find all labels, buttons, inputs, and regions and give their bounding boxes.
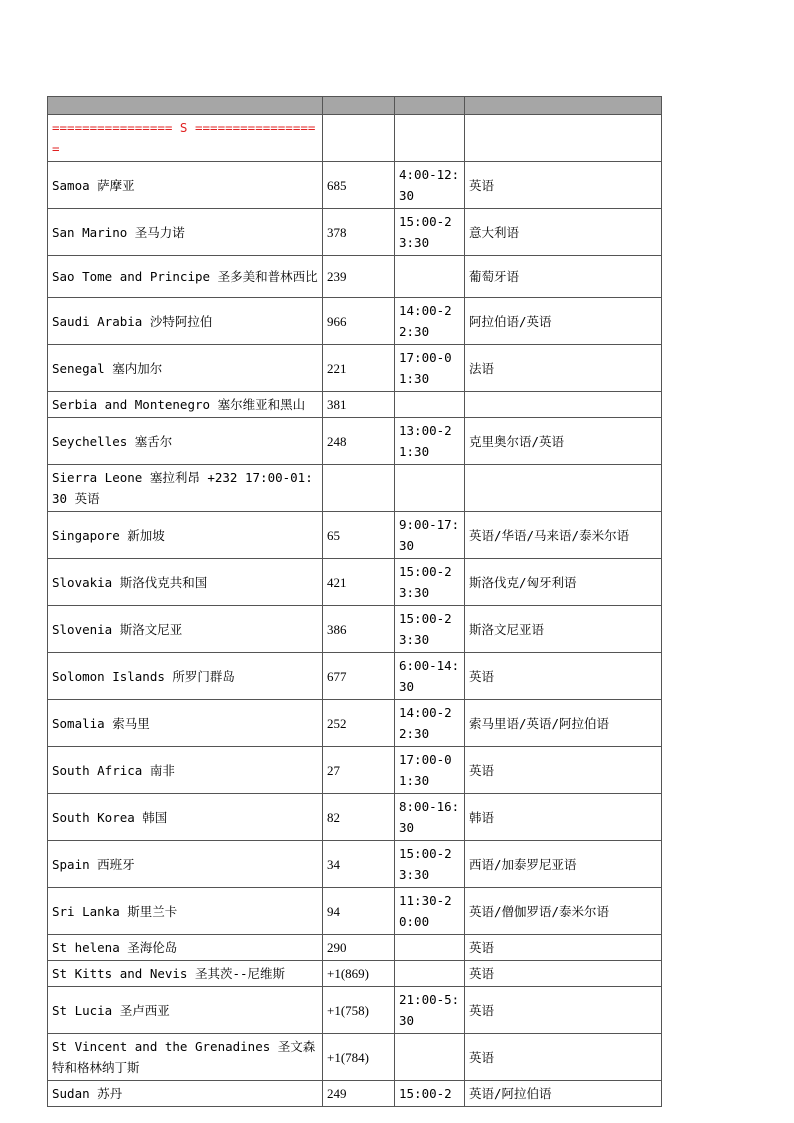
code-cell: +1(869) xyxy=(323,961,395,987)
empty-cell xyxy=(395,115,465,162)
language-cell xyxy=(465,465,662,512)
time-cell: 6:00-14:30 xyxy=(395,653,465,700)
header-cell xyxy=(395,97,465,115)
table-row xyxy=(48,209,662,256)
code-cell: 378 xyxy=(323,209,395,256)
language-cell xyxy=(465,392,662,418)
time-cell: 21:00-5:30 xyxy=(395,987,465,1034)
country-cell: St Vincent and the Grenadines 圣文森特和格林纳丁斯 xyxy=(48,1034,323,1081)
country-code-table xyxy=(47,96,662,1107)
code-cell: 239 xyxy=(323,256,395,298)
code-cell: 966 xyxy=(323,298,395,345)
time-cell xyxy=(395,465,465,512)
country-cell: Spain 西班牙 xyxy=(48,841,323,888)
time-cell xyxy=(395,935,465,961)
table-row xyxy=(48,794,662,841)
language-cell: 英语 xyxy=(465,961,662,987)
header-cell xyxy=(323,97,395,115)
country-cell: Sudan 苏丹 xyxy=(48,1081,323,1107)
section-row xyxy=(48,115,662,162)
section-separator: ================ S ================= xyxy=(48,115,323,162)
header-cell xyxy=(48,97,323,115)
code-cell: 82 xyxy=(323,794,395,841)
time-cell: 15:00-2 xyxy=(395,1081,465,1107)
code-cell: 65 xyxy=(323,512,395,559)
country-cell: Slovakia 斯洛伐克共和国 xyxy=(48,559,323,606)
language-cell: 英语/阿拉伯语 xyxy=(465,1081,662,1107)
language-cell: 韩语 xyxy=(465,794,662,841)
table-row xyxy=(48,1034,662,1081)
language-cell: 索马里语/英语/阿拉伯语 xyxy=(465,700,662,747)
table-row xyxy=(48,298,662,345)
code-cell: +1(784) xyxy=(323,1034,395,1081)
code-cell xyxy=(323,465,395,512)
code-cell: 290 xyxy=(323,935,395,961)
country-cell: Seychelles 塞舌尔 xyxy=(48,418,323,465)
code-cell: 677 xyxy=(323,653,395,700)
country-cell: Serbia and Montenegro 塞尔维亚和黑山 xyxy=(48,392,323,418)
table-row xyxy=(48,747,662,794)
time-cell: 11:30-20:00 xyxy=(395,888,465,935)
table-row xyxy=(48,512,662,559)
code-cell: 685 xyxy=(323,162,395,209)
table-row xyxy=(48,559,662,606)
country-cell: Samoa 萨摩亚 xyxy=(48,162,323,209)
table-row xyxy=(48,888,662,935)
code-cell: 94 xyxy=(323,888,395,935)
country-cell: South Korea 韩国 xyxy=(48,794,323,841)
time-cell: 15:00-23:30 xyxy=(395,209,465,256)
table-row xyxy=(48,987,662,1034)
time-cell xyxy=(395,392,465,418)
empty-cell xyxy=(465,115,662,162)
country-cell: Sri Lanka 斯里兰卡 xyxy=(48,888,323,935)
language-cell: 英语 xyxy=(465,987,662,1034)
language-cell: 英语 xyxy=(465,747,662,794)
table-row xyxy=(48,392,662,418)
code-cell: 221 xyxy=(323,345,395,392)
time-cell: 13:00-21:30 xyxy=(395,418,465,465)
table-row xyxy=(48,935,662,961)
country-cell: San Marino 圣马力诺 xyxy=(48,209,323,256)
code-cell: 386 xyxy=(323,606,395,653)
table-row xyxy=(48,961,662,987)
country-cell: Somalia 索马里 xyxy=(48,700,323,747)
header-row xyxy=(48,97,662,115)
country-cell: Singapore 新加坡 xyxy=(48,512,323,559)
language-cell: 英语 xyxy=(465,653,662,700)
table-row xyxy=(48,465,662,512)
country-cell: Sao Tome and Principe 圣多美和普林西比 xyxy=(48,256,323,298)
time-cell xyxy=(395,256,465,298)
language-cell: 斯洛文尼亚语 xyxy=(465,606,662,653)
country-cell: St Lucia 圣卢西亚 xyxy=(48,987,323,1034)
table-row xyxy=(48,653,662,700)
language-cell: 英语/僧伽罗语/泰米尔语 xyxy=(465,888,662,935)
language-cell: 阿拉伯语/英语 xyxy=(465,298,662,345)
country-cell: Sierra Leone 塞拉利昂 +232 17:00-01:30 英语 xyxy=(48,465,323,512)
code-cell: 421 xyxy=(323,559,395,606)
language-cell: 西语/加泰罗尼亚语 xyxy=(465,841,662,888)
country-cell: St Kitts and Nevis 圣其茨--尼维斯 xyxy=(48,961,323,987)
table-row xyxy=(48,1081,662,1107)
language-cell: 英语 xyxy=(465,935,662,961)
time-cell: 15:00-23:30 xyxy=(395,841,465,888)
time-cell: 17:00-01:30 xyxy=(395,747,465,794)
table-row xyxy=(48,700,662,747)
time-cell: 4:00-12:30 xyxy=(395,162,465,209)
country-cell: St helena 圣海伦岛 xyxy=(48,935,323,961)
header-cell xyxy=(465,97,662,115)
code-cell: +1(758) xyxy=(323,987,395,1034)
language-cell: 法语 xyxy=(465,345,662,392)
country-cell: Senegal 塞内加尔 xyxy=(48,345,323,392)
country-cell: Slovenia 斯洛文尼亚 xyxy=(48,606,323,653)
code-cell: 27 xyxy=(323,747,395,794)
time-cell: 9:00-17:30 xyxy=(395,512,465,559)
language-cell: 斯洛伐克/匈牙利语 xyxy=(465,559,662,606)
code-cell: 381 xyxy=(323,392,395,418)
country-cell: Solomon Islands 所罗门群岛 xyxy=(48,653,323,700)
time-cell: 15:00-23:30 xyxy=(395,559,465,606)
table-row xyxy=(48,162,662,209)
code-cell: 252 xyxy=(323,700,395,747)
country-cell: South Africa 南非 xyxy=(48,747,323,794)
language-cell: 英语 xyxy=(465,162,662,209)
time-cell: 15:00-23:30 xyxy=(395,606,465,653)
time-cell: 14:00-22:30 xyxy=(395,298,465,345)
time-cell: 17:00-01:30 xyxy=(395,345,465,392)
code-cell: 249 xyxy=(323,1081,395,1107)
table-body xyxy=(48,97,662,1107)
language-cell: 英语 xyxy=(465,1034,662,1081)
language-cell: 克里奥尔语/英语 xyxy=(465,418,662,465)
empty-cell xyxy=(323,115,395,162)
table-row xyxy=(48,606,662,653)
language-cell: 葡萄牙语 xyxy=(465,256,662,298)
language-cell: 英语/华语/马来语/泰米尔语 xyxy=(465,512,662,559)
time-cell: 8:00-16:30 xyxy=(395,794,465,841)
table-row xyxy=(48,345,662,392)
table-row xyxy=(48,418,662,465)
time-cell: 14:00-22:30 xyxy=(395,700,465,747)
code-cell: 248 xyxy=(323,418,395,465)
country-cell: Saudi Arabia 沙特阿拉伯 xyxy=(48,298,323,345)
table-row xyxy=(48,256,662,298)
language-cell: 意大利语 xyxy=(465,209,662,256)
time-cell xyxy=(395,1034,465,1081)
code-cell: 34 xyxy=(323,841,395,888)
time-cell xyxy=(395,961,465,987)
table-row xyxy=(48,841,662,888)
